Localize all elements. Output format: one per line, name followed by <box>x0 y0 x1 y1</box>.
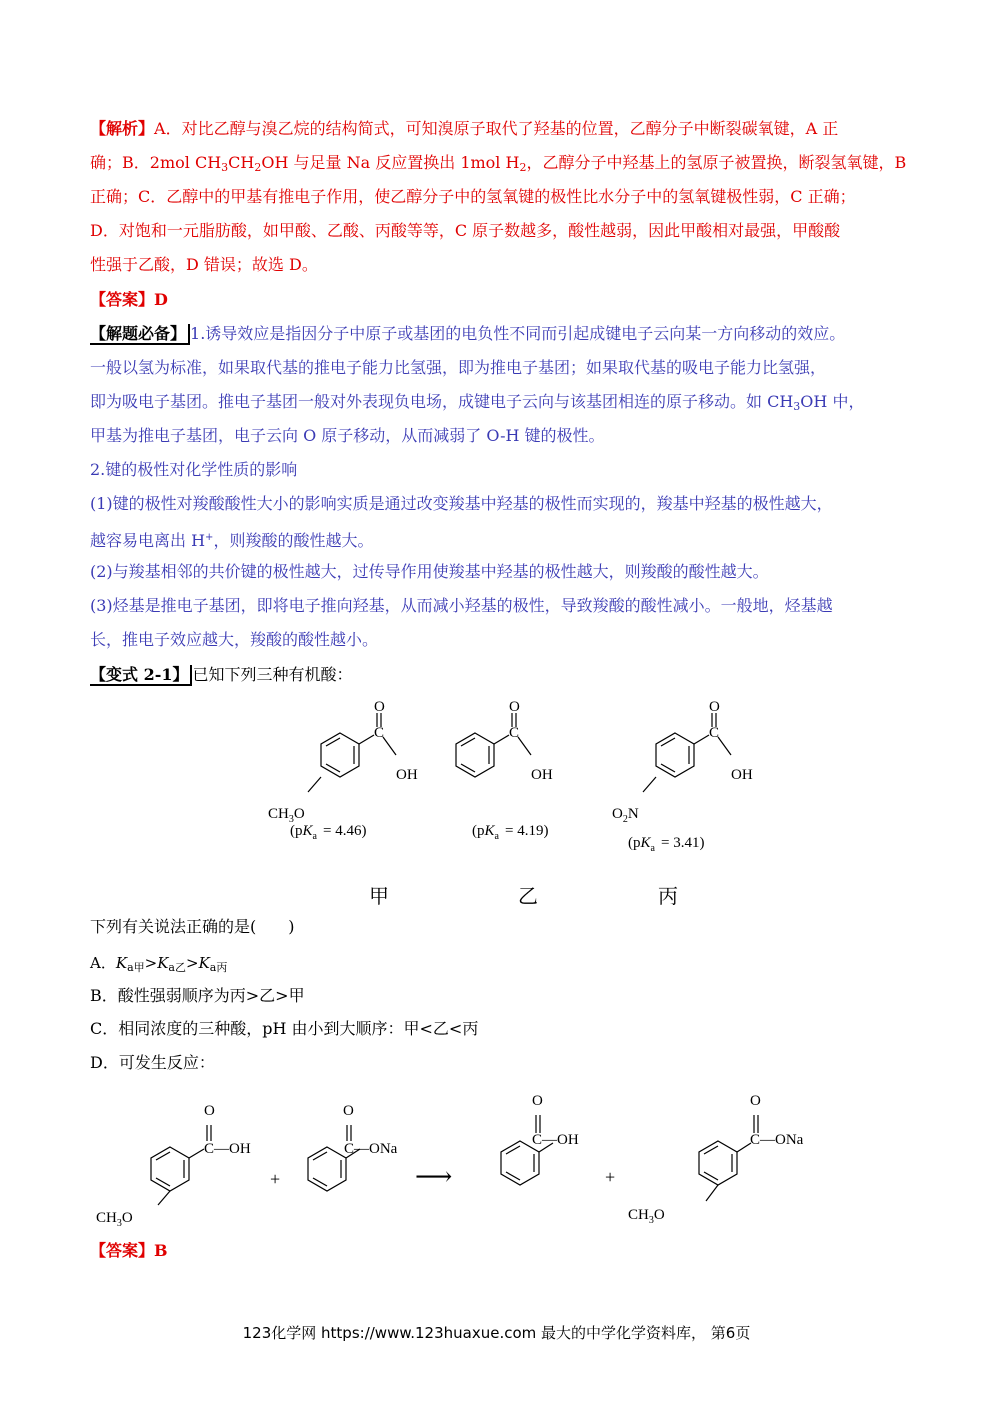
essential-line-10: 长，推电子效应越大，羧酸的酸性越小。 <box>90 630 379 649</box>
essential-tag: 【解题必备】 <box>90 324 190 345</box>
question-stem: 下列有关说法正确的是( ) <box>90 917 295 936</box>
essential-line-5: 2.键的极性对化学性质的影响 <box>90 460 298 479</box>
page-footer: 123化学网 https://www.123huaxue.com 最大的中学化学资料库， 第6页 <box>242 1324 751 1342</box>
acid-label-bing: 丙 <box>658 884 678 908</box>
essential-line-9: (3)烃基是推电子基团，即将电子推向羟基，从而减小羟基的极性，导致羧酸的酸性减小。一般地，烃基越 <box>90 596 833 615</box>
reactant-acid-CH3O: $CH_3O$ <box>96 1210 133 1229</box>
acid-jia-C: C <box>374 725 385 741</box>
essential-line-8: (2)与羧基相邻的共价键的极性越大，过传导作用使羧基中羟基的极性越大，则羧酸的酸性越大。 <box>90 562 769 581</box>
acid-yi-O: O <box>509 699 520 715</box>
acid-jia-pka: $(pK_a = 4.46)$ <box>290 823 367 842</box>
answer-2: 【答案】B <box>90 1241 168 1260</box>
variant-line: 【变式 2-1】 已知下列三种有机酸： <box>90 665 353 684</box>
acid-label-yi: 乙 <box>518 884 538 908</box>
analysis-line-4: D．对饱和一元脂肪酸，如甲酸、乙酸、丙酸等等，C 原子数越多，酸性越弱，因此甲酸相对最强，甲酸酸 <box>90 221 841 240</box>
essential-line-6: (1)键的极性对羧酸酸性大小的影响实质是通过改变羧基中羟基的极性而实现的，羧基中羟基的极性越大， <box>90 494 833 513</box>
acid-jia-CH3O: $CH_3O$ <box>268 806 305 825</box>
option-c[interactable]: C．相同浓度的三种酸，pH 由小到大顺序：甲<乙<丙 <box>90 1019 479 1038</box>
analysis-line-1: 【解析】A．对比乙醇与溴乙烷的结构简式，可知溴原子取代了羟基的位置，乙醇分子中断裂碳氧键，A 正 <box>90 119 839 138</box>
analysis-tag: 【解析】 <box>90 119 155 138</box>
acid-yi-C: C <box>509 725 520 741</box>
option-d[interactable]: D．可发生反应： <box>90 1053 215 1072</box>
acid-bing-OH: OH <box>731 767 753 783</box>
product-salt-CONa: C—ONa <box>750 1132 804 1148</box>
product-acid-COH: C—OH <box>532 1132 579 1148</box>
acid-yi-OH: OH <box>531 767 553 783</box>
analysis-line-3: 正确；C．乙醇中的甲基有推电子作用，使乙醇分子中的氢氧键的极性比水分子中的氢氧键极性弱，C 正确； <box>90 187 856 206</box>
plus-2: + <box>605 1167 616 1187</box>
product-acid-O: O <box>532 1093 543 1109</box>
acid-bing-O2N: $O_2N$ <box>612 806 639 825</box>
essential-line-3: 即为吸电子基团。推电子基团一般对外表现负电场，成键电子云向与该基团相连的原子移动。如 $CH_3OH$ 中， <box>90 392 865 413</box>
analysis-line-2: 确；B．2mol $CH_3CH_2OH$ 与足量 Na 反应置换出 1mol $H_2$，乙醇分子中羟基上的氢原子被置换，断裂氢氧键，B <box>90 153 907 174</box>
option-a[interactable]: A．$K_{a甲}>K_{a乙}>K_{a丙}$ <box>90 954 228 974</box>
essential-line-4: 甲基为推电子基团，电子云向 O 原子移动，从而减弱了 O-H 键的极性。 <box>90 426 605 445</box>
essential-line-2: 一般以氢为标准，如果取代基的推电子能力比氢强，即为推电子基团；如果取代基的吸电子能力比氢强， <box>90 358 827 377</box>
acid-structures <box>250 695 810 865</box>
product-salt-O: O <box>750 1093 761 1109</box>
reactant-salt-CONa: C—ONa <box>344 1141 398 1157</box>
reactant-salt-O: O <box>343 1103 354 1119</box>
reaction-d <box>90 1085 850 1235</box>
reaction-arrow: ⟶ <box>415 1162 453 1191</box>
acid-yi-structure <box>456 713 531 777</box>
reactant-acid-COH: C—OH <box>204 1141 251 1157</box>
plus-1: + <box>270 1169 281 1189</box>
reactant-acid-O: O <box>204 1103 215 1119</box>
acid-yi-pka: $(pK_a = 4.19)$ <box>472 823 549 842</box>
acid-jia-O: O <box>374 699 385 715</box>
variant-tag: 【变式 2-1】 <box>90 665 192 686</box>
option-b[interactable]: B．酸性强弱顺序为丙>乙>甲 <box>90 986 305 1005</box>
acid-bing-C: C <box>709 725 720 741</box>
essential-line-1: 【解题必备】 1.诱导效应是指因分子中原子或基团的电负性不同而引起成键电子云向某一方向移动的效应。 <box>90 324 846 343</box>
acid-bing-O: O <box>709 699 720 715</box>
acid-bing-pka: $(pK_a = 3.41)$ <box>628 835 705 854</box>
acid-label-jia: 甲 <box>369 884 389 908</box>
essential-line-7: 越容易电离出 H+，则羧酸的酸性越大。 <box>90 531 374 550</box>
analysis-line-5: 性强于乙酸，D 错误；故选 D。 <box>90 255 318 274</box>
product-salt-CH3O: $CH_3O$ <box>628 1207 665 1226</box>
answer-1: 【答案】D <box>90 290 168 309</box>
acid-jia-OH: OH <box>396 767 418 783</box>
